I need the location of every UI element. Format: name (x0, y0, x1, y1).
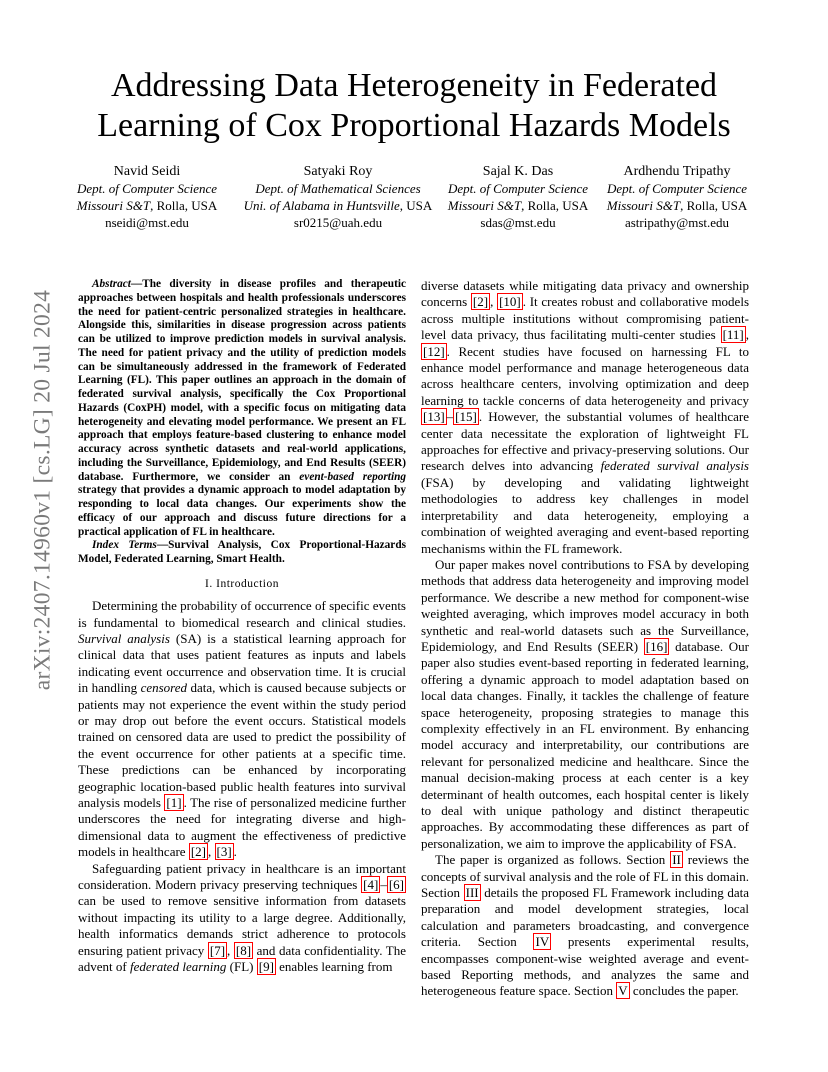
left-column (78, 278, 406, 976)
citation-link[interactable]: [15] (455, 409, 477, 425)
intro-paragraph-1: Determining the probability of occurrence of specific events is fundamental to biomedical research and clinical studies. Survival analysis (SA) is a statistical learning approach for clinical data that uses patient features as inputs and labels indicating event occurrence and observation time. It is crucial in handling censored data, which is caused because subjects or patients may not experience the event within the study period or may drop out before the event occurs. Statistical models trained on censored data are used to predict the possibility of the event occurrence for other patients at a specific time. These predictions can be enhanced by incorporating geographic location-based public health features into survival analysis models [1] . The rise of personalized medicine further underscores the need for integrating diverse and high-dimensional data to augment the effectiveness of predictive models in healthcare [2] , [3] . (78, 598, 406, 860)
author-dept: Dept. of Computer Science (76, 181, 218, 196)
author-dept: Dept. of Computer Science (447, 181, 589, 196)
citation-link[interactable]: [2] (472, 294, 489, 310)
citation-link[interactable]: [12] (423, 343, 445, 359)
author-loc: , USA (399, 198, 433, 213)
citation-link[interactable]: [10] (499, 294, 521, 310)
author-name: Satyaki Roy (303, 164, 373, 179)
author-inst: Missouri S&T (76, 198, 151, 213)
author-inst: Missouri S&T (606, 198, 681, 213)
author-1 (72, 163, 222, 231)
citation-link[interactable]: [4] (363, 877, 379, 893)
section-heading-introduction: I. Introduction (205, 577, 279, 590)
author-inst: Uni. of Alabama in Huntsville (243, 198, 400, 213)
author-email[interactable]: sdas@mst.edu (480, 215, 556, 230)
author-name: Ardhendu Tripathy (623, 164, 731, 179)
intro-paragraph-4: Our paper makes novel contributions to FSA by developing methods that address data heterogeneity and improving model performance. We describe a new method for component-wise weighted averaging, which improves model accuracy in both synthetic and real-world datasets such as the Surveillance, Epidemiology, and End Results (SEER) [16] database. Our paper also studies event-based reporting in federated learning, offering a dynamic approach to model adaptation based on local data changes. Finally, it tackles the challenge of feature space heterogeneity, proposing strategies to manage this complexity effectively in an FL environment. By enhancing model accuracy and interpretability, our contributions are relevant for personalized medicine and healthcare. Since the manual decision-making process at each center is a key determinant of health outcomes, each hospital center is likely to deal with unique pathology and distinct therapeutic approaches. By accommodating these differences as part of personalization, we aim to improve the applicability of FSA. (421, 556, 750, 851)
intro-paragraph-3: diverse datasets while mitigating data privacy and ownership concerns [2] , [10] . It creates robust and collaborative models across multiple institutions without compromising patient-level data privacy, thus facilitating multi-center studies [11] , [12] . Recent studies have focused on harnessing FL to enhance model performance and manage heterogeneous data across healthcare centers, involving optimization and deep learning to tackle concerns of data heterogeneity and privacy [13] – [15] . However, the substantial volumes of healthcare center data necessitate the exploration of lightweight FL approaches for effective and privacy-preserving solutions. Our research delves into advancing federated survival analysis (FSA) by developing and validating lightweight methodologies to address key challenges in model interpretability and data heterogeneity, employing a combination of weighted averaging and event-based reporting mechanisms within the FL framework. (421, 278, 749, 556)
author-dept: Dept. of Mathematical Sciences (255, 181, 421, 196)
index-terms: Index Terms—Survival Analysis, Cox Proportional-Hazards Model, Federated Learning, Smart Health. (78, 539, 406, 565)
author-email[interactable]: sr0215@uah.edu (293, 215, 383, 230)
intro-paragraph-2: Safeguarding patient privacy in healthcare is an important consideration. Modern privacy preserving techniques [4] – [6] can be used to remove sensitive information from datasets without impacting its utility to a large degree. Additionally, health informatics demands strict adherence to protocols ensuring patient privacy [7] , [8] and data confidentiality. The advent of federated learning (FL) [9] enables learning from (78, 860, 406, 975)
arxiv-identifier: arXiv:2407.14960v1 [cs.LG] 20 Jul 2024 (29, 289, 56, 691)
citation-link[interactable]: [2] (190, 844, 206, 860)
citation-link[interactable]: [3] (216, 844, 232, 860)
citation-link[interactable]: [9] (258, 959, 274, 975)
intro-paragraph-5: The paper is organized as follows. Section II reviews the concepts of survival analysis and the role of FL in this domain. Section III details the proposed FL Framework including data preparation and model development strategies, local calculation and parameters broadcasting, and convergence criteria. Section IV presents experimental results, encompasses component-wise weighted average and event-based Reporting methods, and analyzes the same and heterogeneous feature space. Section V concludes the paper. (421, 852, 750, 999)
author-3 (443, 163, 593, 231)
author-loc: , Rolla, USA (150, 198, 218, 213)
citation-link[interactable]: [6] (388, 877, 404, 893)
citation-link[interactable]: [11] (722, 327, 744, 343)
abstract: Abstract—The diversity in disease profiles and therapeutic approaches between hospitals and health professionals underscores the need for patient-centric personalized strategies in healthcare. Alongside this, similarities in disease progression across patients can be utilized to improve prediction models in survival analysis. The need for patient privacy and the utility of prediction models can be simultaneously addressed in the framework of Federated Learning (FL). This paper outlines an approach in the domain of federated survival analysis, specifically the Cox Proportional Hazards (CoxPH) model, with a specific focus on mitigating data heterogeneity and elevating model performance. We present an FL approach that employs feature-based clustering to enhance model accuracy across synthetic datasets and real-world applications, including the Surveillance, Epidemiology, and End Results (SEER) database. Furthermore, we consider an event-based reporting strategy that provides a dynamic approach to model adaptation by responding to local data changes. Our experiments show the efficacy of our approach and discuss future directions for a practical application of FL in healthcare. (78, 278, 407, 538)
citation-link[interactable]: [13] (423, 409, 445, 425)
author-name: Sajal K. Das (482, 164, 554, 179)
section-link[interactable]: III (465, 885, 479, 901)
citation-link[interactable]: [7] (209, 942, 226, 958)
citation-link[interactable]: [8] (235, 942, 252, 958)
author-loc: , Rolla, USA (680, 198, 748, 213)
author-email[interactable]: astripathy@mst.edu (624, 215, 730, 230)
author-2 (242, 163, 434, 231)
author-email[interactable]: nseidi@mst.edu (105, 215, 189, 230)
section-link[interactable]: IV (535, 934, 550, 950)
citation-link[interactable]: [1] (166, 795, 182, 811)
author-dept: Dept. of Computer Science (606, 181, 748, 196)
section-link[interactable]: II (672, 852, 681, 868)
author-4 (601, 163, 753, 231)
author-inst: Missouri S&T (447, 198, 522, 213)
right-column (421, 278, 749, 1000)
citation-link[interactable]: [16] (645, 638, 668, 654)
paper-title: Addressing Data Heterogeneity in Federated Learning of Cox Proportional Hazards Models (97, 67, 731, 144)
author-loc: , Rolla, USA (521, 198, 589, 213)
author-name: Navid Seidi (113, 164, 181, 179)
section-link[interactable]: V (618, 983, 628, 999)
